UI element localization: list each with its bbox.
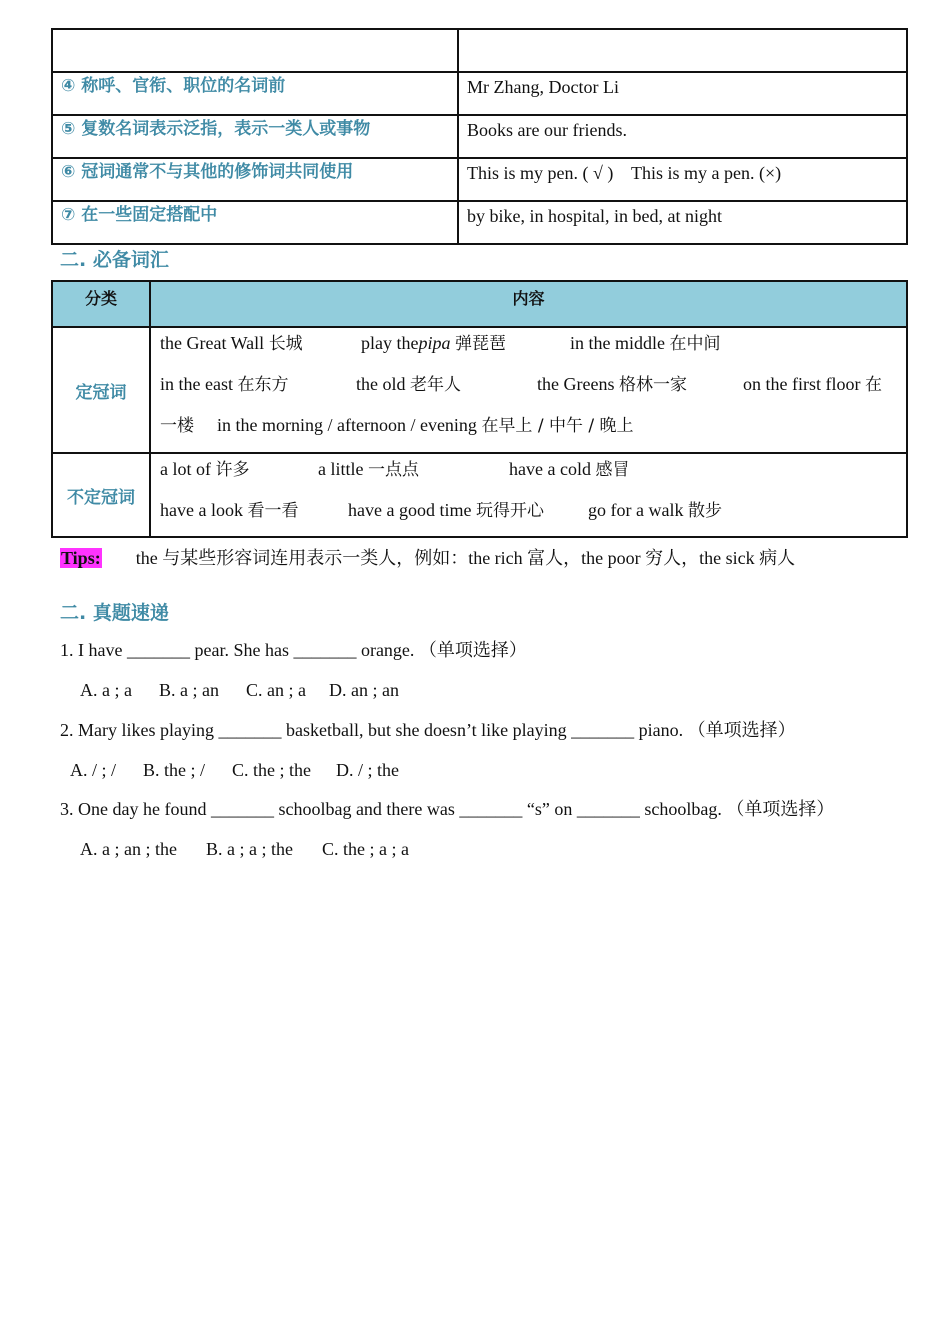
- option-d: D. / ; the: [336, 760, 399, 780]
- example-text: This is my pen. ( √ ) This is my a pen. (×): [467, 163, 782, 183]
- phrase-en: on the first floor: [743, 374, 861, 394]
- tips-note: [60, 545, 795, 571]
- table-row: [52, 29, 907, 72]
- phrase-cn: 在东方: [237, 375, 289, 395]
- phrase-en: the Great Wall: [160, 333, 265, 353]
- phrase-cn: 感冒: [595, 460, 630, 480]
- option-b: B. a ; a ; the: [206, 839, 293, 859]
- phrase-cn: 玩得开心: [475, 501, 544, 521]
- question-1-stem: 1. I have _______ pear. She has _______ orange. （单项选择）: [60, 640, 527, 660]
- tips-label: Tips:: [61, 548, 101, 568]
- table-row: [52, 327, 907, 453]
- phrase-cn: 一点点: [367, 460, 419, 480]
- phrase-cn: 在: [864, 375, 882, 395]
- rule-cell: [52, 115, 458, 158]
- phrase-cn: 许多: [215, 460, 250, 480]
- phrase-cn: 散步: [687, 501, 722, 521]
- question-2-options: [70, 758, 399, 782]
- rule-cell: [52, 158, 458, 201]
- option-c: C. the ; a ; a: [322, 839, 409, 859]
- phrase-cn: 在中间: [669, 334, 721, 354]
- table-header-row: [52, 281, 907, 327]
- vocab-line: [152, 490, 905, 531]
- table-row: [52, 72, 907, 115]
- phrase-en: go for a walk: [588, 500, 684, 520]
- rule-cell: [52, 29, 458, 72]
- option-c: C. the ; the: [232, 760, 311, 780]
- vocab-line: [152, 449, 905, 490]
- phrase-en: a lot of: [160, 459, 211, 479]
- phrase-cn: 老年人: [410, 375, 461, 395]
- phrase-cn: 格林一家: [618, 375, 687, 395]
- rule-text: ⑤ 复数名词表示泛指，表示一类人或事物: [61, 119, 371, 139]
- phrase-cn: 弹琵琶: [455, 334, 506, 354]
- category-indefinite-article: 不定冠词: [52, 453, 150, 537]
- phrase-cn: 长城: [268, 334, 303, 354]
- question-2-stem: 2. Mary likes playing _______ basketball, but she doesn’t like playing _______ piano. （单项选择）: [60, 720, 796, 740]
- phrase-cn: 看一看: [247, 501, 299, 521]
- example-text: by bike, in hospital, in bed, at night: [467, 206, 722, 226]
- vocab-line: [152, 323, 905, 364]
- option-a: A. / ; /: [70, 760, 117, 780]
- phrase-en-italic: pipa: [418, 333, 451, 353]
- example-text: Books are our friends.: [467, 120, 627, 140]
- phrase-en: the old: [356, 374, 406, 394]
- phrase-en: have a good time: [348, 500, 472, 520]
- table-row: [52, 115, 907, 158]
- phrase-en: in the east: [160, 374, 233, 394]
- rule-cell: [52, 72, 458, 115]
- rule-text: ⑥ 冠词通常不与其他的修饰词共同使用: [61, 162, 354, 182]
- table-row: [52, 453, 907, 537]
- option-a: A. a ; an ; the: [80, 839, 177, 859]
- phrase-cn: 在早上 / 中午 / 晚上: [481, 416, 634, 436]
- phrase-en: have a cold: [509, 459, 591, 479]
- option-c: C. an ; a: [246, 680, 306, 700]
- phrase-en: in the middle: [570, 333, 665, 353]
- question-3-stem: 3. One day he found _______ schoolbag and there was _______ “s” on _______ schoolbag. （单项选择）: [60, 799, 835, 819]
- example-cell: [458, 201, 907, 244]
- vocabulary-table: [51, 280, 908, 538]
- phrase-en: play the: [361, 333, 419, 353]
- vocab-line: [152, 364, 905, 405]
- example-text: [467, 30, 898, 33]
- table-row: [52, 201, 907, 244]
- option-b: B. the ; /: [143, 760, 205, 780]
- tips-text: the 与某些形容词连用表示一类人，例如：the rich 富人，the poor 穷人，the sick 病人: [135, 548, 796, 568]
- example-cell: [458, 115, 907, 158]
- option-b: B. a ; an: [159, 680, 219, 700]
- table-row: [52, 158, 907, 201]
- phrase-cn: 一楼: [160, 416, 194, 436]
- question-3-options: [80, 837, 409, 861]
- section-title-questions: 二. 真题速递: [60, 602, 169, 624]
- column-header-category: 分类: [52, 281, 150, 327]
- rule-text: ④ 称呼、官衔、职位的名词前: [61, 76, 286, 96]
- phrase-en: a little: [318, 459, 364, 479]
- section-title-vocabulary: 二. 必备词汇: [60, 249, 169, 271]
- column-header-content: 内容: [150, 281, 907, 327]
- example-cell: [458, 72, 907, 115]
- content-cell: [150, 327, 907, 453]
- content-cell: [150, 453, 907, 537]
- question-1-options: [80, 678, 399, 702]
- rule-text: [61, 30, 449, 32]
- phrase-en: have a look: [160, 500, 243, 520]
- phrase-en: the Greens: [537, 374, 615, 394]
- vocab-line: [152, 405, 905, 446]
- example-cell: [458, 158, 907, 201]
- article-rules-table: [51, 28, 908, 245]
- option-a: A. a ; a: [80, 680, 132, 700]
- option-d: D. an ; an: [329, 680, 399, 700]
- example-cell: [458, 29, 907, 72]
- category-definite-article: 定冠词: [52, 327, 150, 453]
- rule-text: ⑦ 在一些固定搭配中: [61, 205, 218, 225]
- rule-cell: [52, 201, 458, 244]
- phrase-en: in the morning / afternoon / evening: [217, 415, 477, 435]
- example-text: Mr Zhang, Doctor Li: [467, 77, 619, 97]
